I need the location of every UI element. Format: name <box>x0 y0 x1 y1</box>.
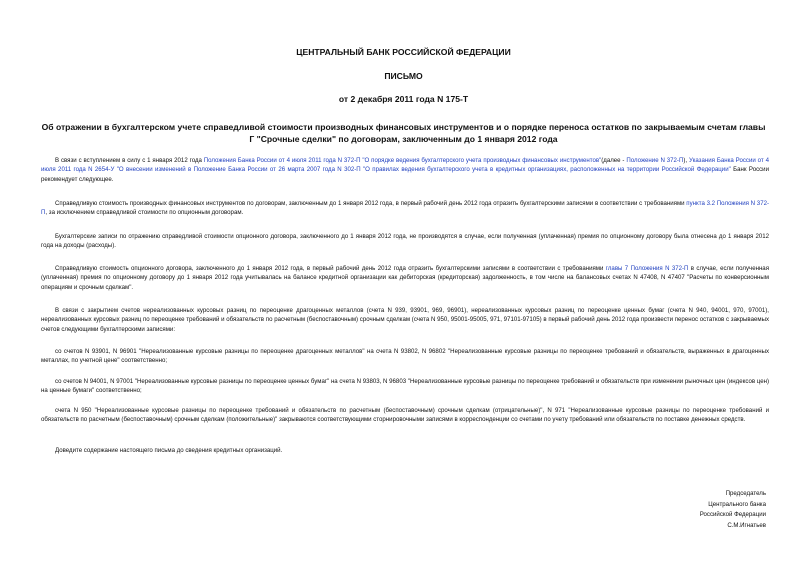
paragraph-option-fair-value: Справедливую стоимость опционного договора, заключенного до 1 января 2012 года, в первый рабочий день 2012 года отразить бухгалтерскими записями в соответствии с требованиями главы 7 Положения N 372-П в случае, если полученная (уплаченная) премия по опционному договору до 1 января 2012 года учитывалась на балансе кредитной организации как дебиторская (кредиторская) задолженность, в том числе на балансовых счетах N 47408, N 47407 "Расчеты по конверсионным операциям и срочным сделкам". <box>41 265 769 291</box>
signature-title: Председатель <box>725 490 766 497</box>
link-regulation-372p-short[interactable]: Положение N 372-П <box>626 157 684 164</box>
document-title: Об отражении в бухгалтерском учете справедливой стоимости производных финансовых инструментов и о порядке переноса остатков по закрываемым счетам главы Г "Срочные сделки" по договорам, заключенным до 1 января 2012 года <box>41 122 766 144</box>
signature-block <box>700 489 766 531</box>
paragraph-derivatives: счета N 950 "Нереализованные курсовые разницы по переоценке требований и обязательств по расчетным (беспоставочным) срочным сделкам (отрицательные)", N 971 "Нереализованные курсовые разницы по переоценке требований и обязательств по расчетным (беспоставочным) срочным сделкам (положительные)" закрываются соответствующими сторнировочными записями в корреспонденции со счетами по учету требований или обязательств по поставке денежных средств. <box>41 407 769 424</box>
issuer-heading: ЦЕНТРАЛЬНЫЙ БАНК РОССИЙСКОЙ ФЕДЕРАЦИИ <box>296 47 511 57</box>
link-directive-2654u[interactable]: Указания Банка России от 4 июля 2011 года N 2654-У "О внесении изменений в Положение Банка России от 26 марта 2007 года N 302-П "О правилах ведения бухгалтерского учета в кредитных организациях, расположенных на территории Российской Федерации" <box>41 157 769 174</box>
signature-organization: Центрального банка <box>708 500 766 508</box>
paragraph-fair-value: Справедливую стоимость производных финансовых инструментов по договорам, заключенным до 1 января 2012 года, в первый рабочий день 2012 года отразить бухгалтерскими записями в соответствии с требованиями пункта 3.2 Положения N 372-П, за исключением справедливой стоимости по опционным договорам. <box>41 200 769 217</box>
paragraph-intro: В связи с вступлением в силу с 1 января 2012 года Положения Банка России от 4 июля 2011 года N 372-П "О порядке ведения бухгалтерского учета производных финансовых инструментов"(далее - Положение N 372-П), Указания Банка России от 4 июля 2011 года N 2654-У "О внесении изменений в Положение Банка России от 26 марта 2007 года N 302-П "О правилах ведения бухгалтерского учета в кредитных организациях, расположенных на территории Российской Федерации" Банк России рекомендует следующее. <box>41 157 769 183</box>
document-type-heading: ПИСЬМО <box>384 71 423 81</box>
signature-country: Российской Федерации <box>699 511 766 518</box>
link-chapter-7[interactable]: главы 7 Положения N 372-П <box>605 265 689 272</box>
link-regulation-372p[interactable]: Положения Банка России от 4 июля 2011 года N 372-П "О порядке ведения бухгалтерского учета производных финансовых инструментов" <box>203 157 602 164</box>
document-date-number: от 2 декабря 2011 года N 175-Т <box>338 94 469 104</box>
paragraph-account-closure: В связи с закрытием счетов нереализованных курсовых разниц по переоценке драгоценных металлов (счета N 939, 93901, 969, 96901), нереализованных курсовых разниц по переоценке ценных бумаг (счета N 940, 94001, 970, 97001), нереализованных курсовых разниц по переоценке требований и обязательств по расчетным (беспоставочным) срочным сделкам (счета N 950, 95001-95005, 971, 97101-97105) в первый рабочий день 2012 года произвести перенос остатков с закрываемых счетов следующими бухгалтерскими записями: <box>41 307 769 333</box>
paragraph-notice: Доведите содержание настоящего письма до сведения кредитных организаций. <box>55 447 283 454</box>
paragraph-option-entries: Бухгалтерские записи по отражению справедливой стоимости опционного договора, заключенного до 1 января 2012 года, не производятся в случае, если полученная (уплаченная) премия по опционному договору была отнесена до 1 января 2012 года на доходы (расходы). <box>41 233 769 250</box>
paragraph-precious-metals: со счетов N 93901, N 96901 "Нереализованные курсовые разницы по переоценке драгоценных металлов" на счета N 93802, N 96802 "Нереализованные курсовые разницы по переоценке требований и обязательств, выраженных в драгоценных металлах, по учетной цене" соответственно; <box>41 348 769 365</box>
paragraph-securities: со счетов N 94001, N 97001 "Нереализованные курсовые разницы по переоценке ценных бумаг" на счета N 93803, N 96803 "Нереализованные курсовые разницы по переоценке требований и обязательств при изменении рыночных цен (индексов цен) на ценные бумаги" соответственно; <box>41 378 769 395</box>
signature-name: С.М.Игнатьев <box>727 521 766 529</box>
link-clause-3-2[interactable]: пункта 3.2 Положения N 372-П <box>41 200 769 217</box>
